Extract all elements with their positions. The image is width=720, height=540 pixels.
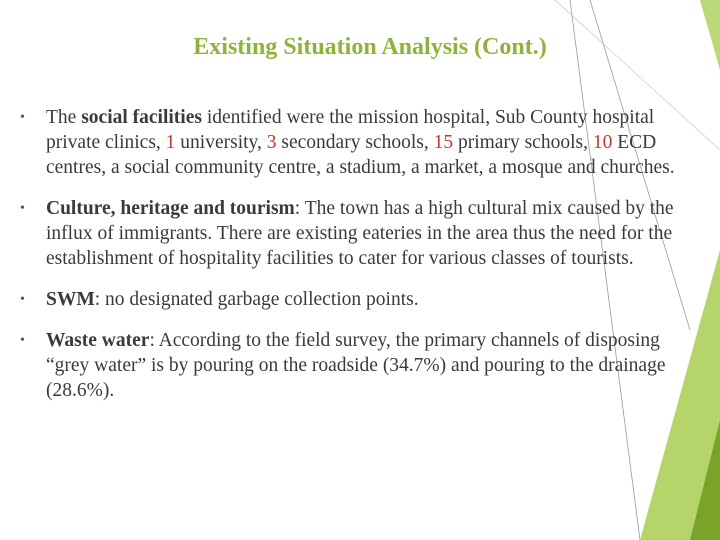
bullet-text: primary schools, [453, 132, 593, 153]
bullet-text: : no designated garbage collection points. [94, 289, 419, 310]
bullet-marker: • [20, 333, 25, 348]
highlight-number: 15 [433, 132, 454, 153]
highlight-number: 10 [592, 132, 613, 153]
slide-title: Existing Situation Analysis (Cont.) [193, 34, 547, 60]
bullet-marker: • [20, 292, 25, 307]
bullet-text: secondary schools, [276, 132, 434, 153]
bullet-heading: social facilities [81, 107, 202, 128]
highlight-number: 1 [165, 132, 176, 153]
bullet-item [20, 328, 692, 403]
bullet-text: ECD centres, a social community centre, a stadium, a market, a mosque and churches. [46, 132, 675, 178]
highlight-number: 3 [266, 132, 277, 153]
bullet-text: : The town has a high cultural mix caused by the influx of immigrants. There are existing eateries in the area thus the need for the establishment of hospitality facilities to cater for various classes of tourists. [46, 198, 674, 269]
bullet-text: university, [175, 132, 267, 153]
bullet-item [20, 196, 692, 271]
bullet-text: identified were the mission hospital, Sub County hospital private clinics, [46, 107, 655, 153]
bullet-marker: • [20, 201, 25, 216]
bullet-text: : According to the field survey, the primary channels of disposing “grey water” is by pouring on the roadside (34.7%) and pouring to the drainage (28.6%). [46, 330, 666, 401]
bullet-list [20, 105, 692, 419]
bullet-marker: • [20, 110, 25, 125]
bullet-heading: SWM [46, 289, 95, 310]
bullet-heading: Culture, heritage and tourism [46, 198, 295, 219]
bullet-text: The [46, 107, 82, 128]
bullet-heading: Waste water [46, 330, 150, 351]
bullet-item [20, 287, 692, 312]
bullet-item [20, 105, 692, 180]
